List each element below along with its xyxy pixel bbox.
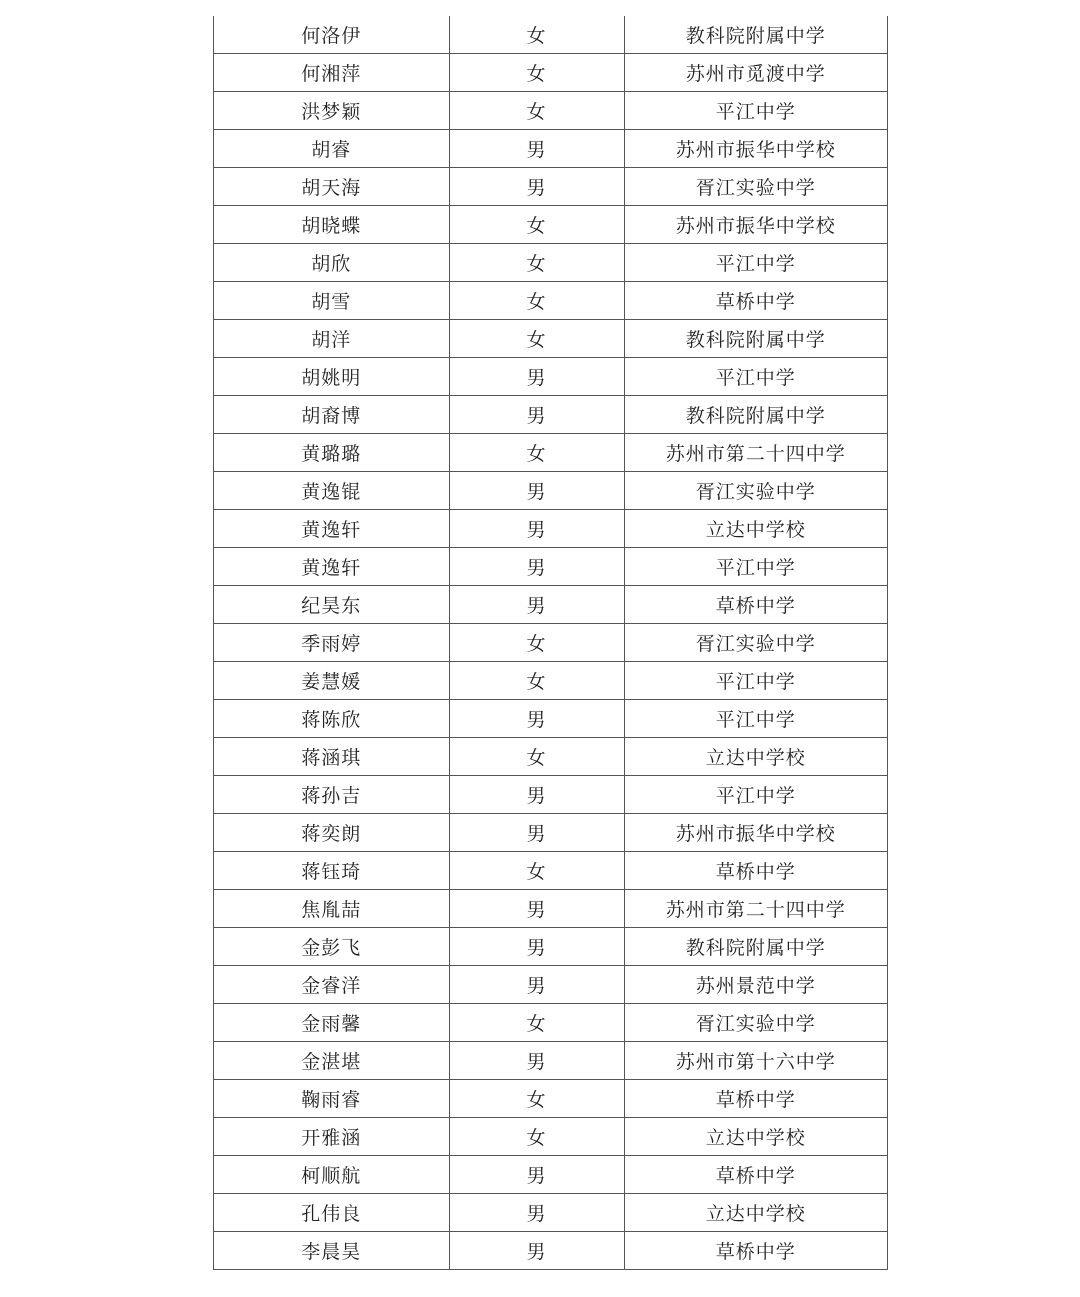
name-cell: 黄逸轩 <box>214 510 449 548</box>
table-row <box>214 814 887 852</box>
table-row <box>214 1232 887 1270</box>
student-list-table <box>213 16 888 1270</box>
name-cell: 蒋涵琪 <box>214 738 449 776</box>
gender-cell: 男 <box>449 966 624 1004</box>
school-cell: 草桥中学 <box>624 1156 887 1194</box>
table-row <box>214 1118 887 1156</box>
school-cell: 草桥中学 <box>624 1232 887 1270</box>
gender-cell: 女 <box>449 662 624 700</box>
school-cell: 立达中学校 <box>624 510 887 548</box>
name-cell: 金彭飞 <box>214 928 449 966</box>
table-row <box>214 700 887 738</box>
gender-cell: 女 <box>449 434 624 472</box>
gender-cell: 男 <box>449 814 624 852</box>
name-cell: 胡洋 <box>214 320 449 358</box>
school-cell: 苏州景范中学 <box>624 966 887 1004</box>
table-row <box>214 966 887 1004</box>
school-cell: 苏州市振华中学校 <box>624 130 887 168</box>
gender-cell: 男 <box>449 168 624 206</box>
name-cell: 姜慧媛 <box>214 662 449 700</box>
school-cell: 苏州市第二十四中学 <box>624 890 887 928</box>
gender-cell: 女 <box>449 1004 624 1042</box>
name-cell: 金湛堪 <box>214 1042 449 1080</box>
name-cell: 黄逸锟 <box>214 472 449 510</box>
name-cell: 柯顺航 <box>214 1156 449 1194</box>
name-cell: 鞠雨睿 <box>214 1080 449 1118</box>
gender-cell: 女 <box>449 244 624 282</box>
table-row <box>214 472 887 510</box>
gender-cell: 女 <box>449 92 624 130</box>
gender-cell: 女 <box>449 282 624 320</box>
school-cell: 草桥中学 <box>624 1080 887 1118</box>
school-cell: 教科院附属中学 <box>624 928 887 966</box>
school-cell: 草桥中学 <box>624 586 887 624</box>
name-cell: 李晨昊 <box>214 1232 449 1270</box>
table-row <box>214 168 887 206</box>
name-cell: 蒋陈欣 <box>214 700 449 738</box>
gender-cell: 女 <box>449 16 624 54</box>
school-cell: 苏州市第十六中学 <box>624 1042 887 1080</box>
name-cell: 孔伟良 <box>214 1194 449 1232</box>
table-row <box>214 16 887 54</box>
name-cell: 蒋奕朗 <box>214 814 449 852</box>
table-row <box>214 624 887 662</box>
gender-cell: 男 <box>449 1232 624 1270</box>
gender-cell: 男 <box>449 776 624 814</box>
school-cell: 立达中学校 <box>624 738 887 776</box>
gender-cell: 女 <box>449 1118 624 1156</box>
table-row <box>214 206 887 244</box>
table-row <box>214 358 887 396</box>
school-cell: 胥江实验中学 <box>624 168 887 206</box>
school-cell: 教科院附属中学 <box>624 16 887 54</box>
table-row <box>214 510 887 548</box>
name-cell: 胡天海 <box>214 168 449 206</box>
table-row <box>214 776 887 814</box>
table-body <box>214 16 887 1269</box>
table-row <box>214 738 887 776</box>
table-row <box>214 1080 887 1118</box>
name-cell: 金睿洋 <box>214 966 449 1004</box>
school-cell: 胥江实验中学 <box>624 472 887 510</box>
table-row <box>214 130 887 168</box>
school-cell: 苏州市振华中学校 <box>624 206 887 244</box>
name-cell: 胡裔博 <box>214 396 449 434</box>
gender-cell: 女 <box>449 624 624 662</box>
table-row <box>214 434 887 472</box>
school-cell: 平江中学 <box>624 92 887 130</box>
gender-cell: 女 <box>449 1080 624 1118</box>
school-cell: 教科院附属中学 <box>624 396 887 434</box>
school-cell: 胥江实验中学 <box>624 624 887 662</box>
table-row <box>214 852 887 890</box>
name-cell: 蒋孙吉 <box>214 776 449 814</box>
name-cell: 胡雪 <box>214 282 449 320</box>
gender-cell: 男 <box>449 1042 624 1080</box>
school-cell: 苏州市振华中学校 <box>624 814 887 852</box>
gender-cell: 男 <box>449 928 624 966</box>
name-cell: 黄璐璐 <box>214 434 449 472</box>
school-cell: 立达中学校 <box>624 1118 887 1156</box>
table-row <box>214 1194 887 1232</box>
school-cell: 苏州市第二十四中学 <box>624 434 887 472</box>
table-row <box>214 92 887 130</box>
table-row <box>214 54 887 92</box>
name-cell: 黄逸轩 <box>214 548 449 586</box>
school-cell: 平江中学 <box>624 700 887 738</box>
school-cell: 草桥中学 <box>624 282 887 320</box>
name-cell: 纪昊东 <box>214 586 449 624</box>
school-cell: 平江中学 <box>624 244 887 282</box>
gender-cell: 男 <box>449 472 624 510</box>
table-row <box>214 282 887 320</box>
gender-cell: 男 <box>449 890 624 928</box>
school-cell: 苏州市觅渡中学 <box>624 54 887 92</box>
gender-cell: 男 <box>449 396 624 434</box>
table-row <box>214 396 887 434</box>
school-cell: 立达中学校 <box>624 1194 887 1232</box>
table-row <box>214 928 887 966</box>
name-cell: 蒋钰琦 <box>214 852 449 890</box>
school-cell: 平江中学 <box>624 776 887 814</box>
gender-cell: 男 <box>449 700 624 738</box>
name-cell: 胡睿 <box>214 130 449 168</box>
table-row <box>214 1004 887 1042</box>
name-cell: 何洛伊 <box>301 25 362 47</box>
gender-cell: 男 <box>449 358 624 396</box>
gender-cell: 女 <box>449 206 624 244</box>
school-cell: 胥江实验中学 <box>624 1004 887 1042</box>
gender-cell: 女 <box>449 320 624 358</box>
table-row <box>214 890 887 928</box>
gender-cell: 男 <box>449 130 624 168</box>
table-row <box>214 320 887 358</box>
name-cell: 开雅涵 <box>214 1118 449 1156</box>
school-cell: 教科院附属中学 <box>624 320 887 358</box>
school-cell: 平江中学 <box>624 548 887 586</box>
gender-cell: 男 <box>449 1194 624 1232</box>
table-row <box>214 586 887 624</box>
name-cell: 何湘萍 <box>214 54 449 92</box>
gender-cell: 男 <box>449 1156 624 1194</box>
gender-cell: 男 <box>449 510 624 548</box>
name-cell: 洪梦颖 <box>214 92 449 130</box>
name-cell: 金雨馨 <box>214 1004 449 1042</box>
name-cell: 胡欣 <box>214 244 449 282</box>
school-cell: 平江中学 <box>624 662 887 700</box>
student-table <box>214 16 887 1269</box>
name-cell: 季雨婷 <box>214 624 449 662</box>
name-cell: 焦胤喆 <box>214 890 449 928</box>
gender-cell: 女 <box>449 852 624 890</box>
table-row <box>214 244 887 282</box>
gender-cell: 女 <box>449 54 624 92</box>
school-cell: 平江中学 <box>624 358 887 396</box>
table-row <box>214 1156 887 1194</box>
gender-cell: 男 <box>449 586 624 624</box>
name-cell: 胡姚明 <box>214 358 449 396</box>
school-cell: 草桥中学 <box>624 852 887 890</box>
table-row <box>214 662 887 700</box>
gender-cell: 女 <box>449 738 624 776</box>
name-cell: 胡晓蝶 <box>214 206 449 244</box>
table-row <box>214 1042 887 1080</box>
table-row <box>214 548 887 586</box>
gender-cell: 男 <box>449 548 624 586</box>
